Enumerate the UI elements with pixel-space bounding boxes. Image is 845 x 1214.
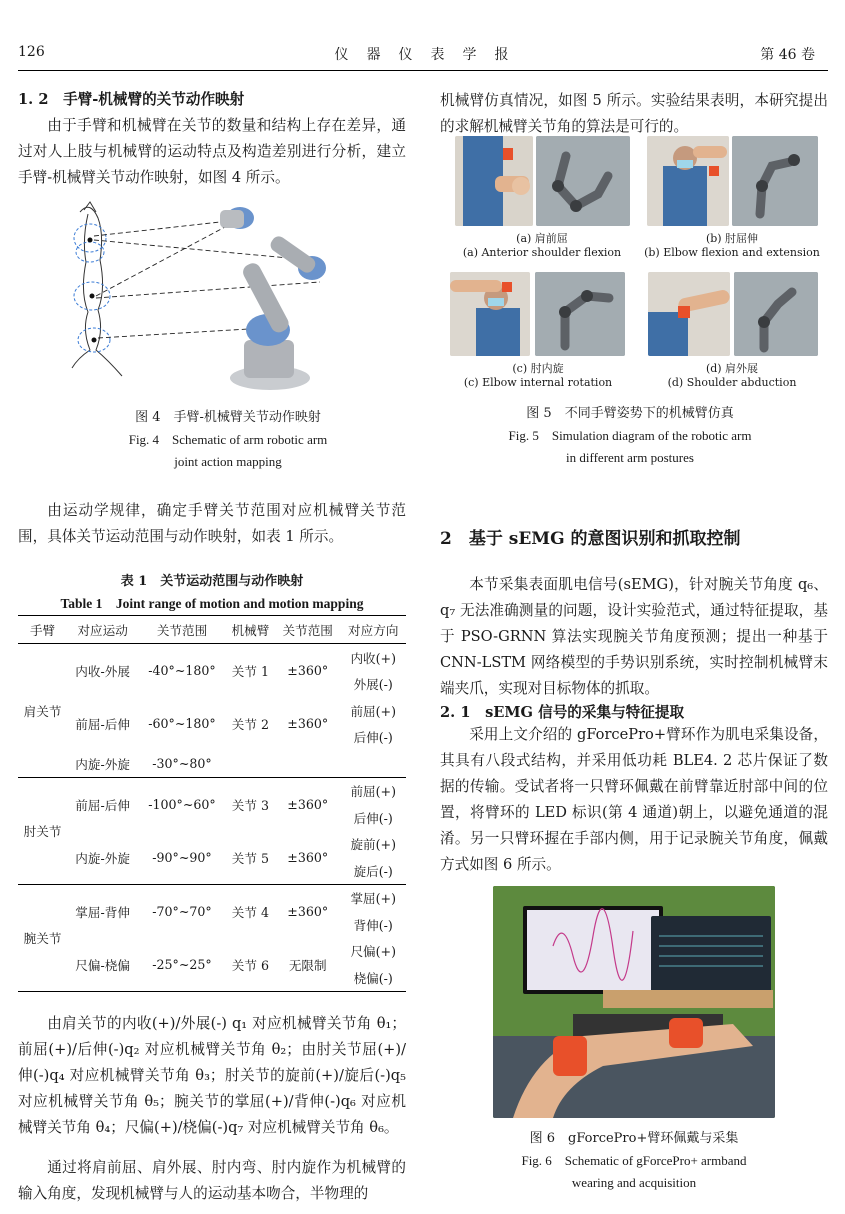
wrist-joint-dot — [88, 238, 93, 243]
table-row — [18, 777, 406, 804]
left-para-4-text: 通过将肩前屈、肩外展、肘内弯、肘内旋作为机械臂的输入角度，发现机械臂与人的运动基本吻合，半物理的 — [18, 1159, 406, 1202]
table-cell-motion: 内收-外展 — [75, 664, 130, 679]
left-paragraph-4 — [18, 1155, 406, 1207]
table-cell-motion: 内旋-外旋 — [75, 756, 130, 772]
table-1-title-cn: 表 1 关节运动范围与动作映射 — [120, 574, 304, 589]
table-1 — [18, 615, 406, 992]
fig5-c-sub-en: (c) Elbow internal rotation — [463, 376, 613, 389]
fig5-c-subcaption — [448, 362, 628, 390]
journal-title: 仪 器 仪 表 学 报 — [334, 47, 511, 63]
joint-markers — [74, 224, 110, 352]
table-cell-motion: 尺偏-桡偏 — [75, 957, 130, 973]
table-cell-direction: 背伸(-) — [353, 917, 393, 933]
table-cell-robot — [226, 750, 275, 777]
table-cell-direction: 内收(+) — [350, 650, 397, 666]
table-header-cell: 手臂 — [29, 623, 56, 638]
joint-group-cell: 肩关节 — [23, 703, 62, 719]
left-paragraph-2 — [18, 498, 406, 550]
table-header-cell: 对应方向 — [348, 623, 399, 638]
figure-5-caption — [430, 403, 830, 469]
left-para-2-text: 由运动学规律，确定手臂关节范围对应机械臂关节范围，具体关节运动范围与动作映射，如表 1 所示。 — [18, 502, 406, 545]
table-row — [18, 831, 406, 858]
table-cell-robot-range: ±360° — [287, 796, 329, 812]
robot-sim-icon — [734, 272, 818, 356]
table-cell-direction — [340, 750, 406, 777]
fig5-d-sim-screen — [734, 272, 818, 356]
fig5-a-sub-cn: (a) 肩前屈 — [516, 232, 568, 245]
figure-4-caption — [18, 407, 438, 473]
table-cell-motion: 掌屈-背伸 — [75, 904, 130, 920]
table-1-title-en: Table 1 Joint range of motion and motion mapping — [60, 596, 364, 611]
table-cell-direction: 后伸(-) — [353, 730, 393, 746]
fig5-caption-en-1: Fig. 5 Simulation diagram of the robotic arm — [508, 428, 752, 443]
fig5-a-sub-en: (a) Anterior shoulder flexion — [462, 246, 622, 259]
robot-sim-icon — [535, 272, 625, 356]
table-cell-direction: 尺偏(+) — [350, 944, 397, 960]
robot-sim-icon — [536, 136, 630, 226]
table-cell-robot: 关节 1 — [231, 664, 270, 679]
table-cell-range: -60°~180° — [148, 716, 216, 731]
table-cell-motion: 前屈-后伸 — [75, 797, 130, 813]
table-cell-motion: 内旋-外旋 — [75, 850, 130, 866]
fig5-b-subcaption — [640, 232, 824, 260]
fig5-d-sub-en: (d) Shoulder abduction — [667, 376, 797, 389]
fig6-photo — [493, 886, 775, 1118]
fig5-caption-cn: 图 5 不同手臂姿势下的机械臂仿真 — [526, 406, 734, 421]
fig6-caption-en-2: wearing and acquisition — [571, 1175, 697, 1190]
table-cell-direction: 前屈(+) — [350, 784, 397, 800]
fig4-caption-en-1: Fig. 4 Schematic of arm robotic arm — [128, 432, 328, 447]
right-paragraph-s21 — [440, 722, 828, 878]
fig5-b-human-photo — [647, 136, 729, 226]
table-cell-direction: 前屈(+) — [350, 703, 397, 719]
fig5-c-human-photo — [450, 272, 530, 356]
joint-group-cell: 腕关节 — [23, 931, 62, 946]
table-header-cell: 关节范围 — [156, 623, 208, 638]
person-icon — [648, 272, 730, 356]
left-paragraph-1 — [18, 113, 406, 191]
table-cell-range: -25°~25° — [152, 956, 212, 972]
fig5-c-sim-screen — [535, 272, 625, 356]
person-icon — [455, 136, 533, 226]
fig5-a-sim-screen — [536, 136, 630, 226]
shoulder-joint-dot — [92, 338, 97, 343]
table-cell-robot: 关节 6 — [231, 957, 270, 973]
figure-6-caption — [434, 1128, 834, 1194]
left-paragraph-3 — [18, 1011, 406, 1141]
left-para-3-text: 由肩关节的内收(+)/外展(-) q₁ 对应机械臂关节角 θ₁；前屈(+)/后伸(-)q₂ 对应机械臂关节角 θ₂；由肘关节屈(+)/伸(-)q₄ 对应机械臂关节角 θ₃；肘关节的旋前(+)/旋后(-)q₅ 对应机械臂关节角 θ₅；腕关节的掌屈(+)/背伸(-)q₆ 对应机械臂关节角 θ₄；尺偏(+)/桡偏(-)q₇ 对应机械臂关节角 θ₆。 — [18, 1015, 406, 1136]
table-cell-robot: 关节 5 — [231, 850, 270, 866]
joint-range-table — [18, 615, 406, 992]
table-cell-robot: 关节 4 — [231, 904, 270, 920]
table-row — [18, 644, 406, 671]
table-cell-direction: 旋后(-) — [353, 863, 393, 879]
person-icon — [450, 272, 530, 356]
fig5-b-sub-cn: (b) 肘屈伸 — [705, 232, 759, 245]
fig5-b-sim-screen — [732, 136, 818, 226]
table-cell-direction: 掌屈(+) — [350, 891, 397, 907]
table-header-cell: 机械臂 — [231, 623, 270, 638]
fig5-d-subcaption — [642, 362, 822, 390]
fig5-a-human-photo — [455, 136, 533, 226]
table-cell-direction: 外展(-) — [353, 677, 393, 693]
robot-arm — [220, 207, 326, 390]
fig5-d-human-photo — [648, 272, 730, 356]
table-row — [18, 938, 406, 965]
robot-sim-icon — [732, 136, 818, 226]
right-para-top-text: 机械臂仿真情况，如图 5 所示。实验结果表明，本研究提出的求解机械臂关节角的算法是可行的。 — [440, 92, 828, 135]
table-cell-motion: 前屈-后伸 — [75, 717, 130, 732]
table-header-cell: 对应运动 — [77, 623, 128, 638]
joint-group-cell: 肘关节 — [23, 824, 62, 839]
table-cell-robot-range: 无限制 — [288, 957, 327, 973]
table-cell-robot-range: ±360° — [287, 849, 329, 865]
table-header-cell: 关节范围 — [282, 623, 333, 638]
table-cell-robot: 关节 3 — [231, 797, 270, 813]
table-cell-range: -100°~60° — [148, 796, 216, 812]
right-para-s2-text: 本节采集表面肌电信号(sEMG)，针对腕关节角度 q₆、q₇ 无法准确测量的问题，设计实验范式，通过特征提取，基于 PSO-GRNN 算法实现腕关节角度预测；提出一种基于 CNN-LSTM 网络模型的手势识别系统，实时控制机械臂末端夹爪，实现对目标物体的抓取。 — [440, 576, 828, 697]
table-cell-range: -90°~90° — [152, 849, 212, 865]
fig6-caption-cn: 图 6 gForcePro+臂环佩戴与采集 — [529, 1131, 739, 1146]
left-para-1-text: 由于手臂和机械臂在关节的数量和结构上存在差异，通过对人上肢与机械臂的运动特点及构造差别进行分析，建立手臂-机械臂关节动作映射，如图 4 所示。 — [18, 117, 406, 186]
fig5-a-subcaption — [452, 232, 632, 260]
table-cell-robot-range: ±360° — [287, 716, 329, 731]
fig4-caption-cn: 图 4 手臂-机械臂关节动作映射 — [135, 410, 321, 425]
right-para-s21-text: 采用上文介绍的 gForcePro+臂环作为肌电采集设备，其具有八段式结构，并采用低功耗 BLE4. 2 芯片保证了数据的传输。受试者将一只臂环佩戴在前臂靠近肘部中间的位置，将臂环的 LED 标识(第 4 通道)朝上，以避免通道的混淆。另一只臂环握在手部内侧，用于记录腕关节角度，佩戴方式如图 6 所示。 — [440, 726, 828, 873]
section-1-2-title: 1. 2 手臂-机械臂的关节动作映射 — [18, 91, 245, 108]
arm-robot-mapping-diagram — [60, 200, 380, 400]
table-row — [18, 884, 406, 911]
table-cell-robot-range — [275, 750, 340, 777]
armband-acquisition-scene-icon — [493, 886, 775, 1118]
fig5-b-sub-en: (b) Elbow flexion and extension — [644, 246, 820, 259]
section-2-title: 2 基于 sEMG 的意图识别和抓取控制 — [440, 529, 741, 549]
header-rule — [18, 70, 828, 71]
section-2-1-title: 2. 1 sEMG 信号的采集与特征提取 — [440, 704, 685, 721]
table-row — [18, 697, 406, 724]
fig6-caption-en-1: Fig. 6 Schematic of gForcePro+ armband — [521, 1153, 747, 1168]
table-cell-range: -70°~70° — [152, 903, 212, 919]
fig5-d-sub-cn: (d) 肩外展 — [705, 362, 759, 375]
table-row — [18, 750, 406, 777]
table-cell-direction: 旋前(+) — [350, 837, 397, 853]
table-cell-robot: 关节 2 — [231, 717, 270, 732]
table-cell-robot-range: ±360° — [287, 903, 329, 919]
volume-label: 第 46 卷 — [760, 47, 815, 63]
figure-4-illustration — [60, 200, 380, 400]
elbow-joint-dot — [90, 294, 95, 299]
page-number: 126 — [18, 44, 45, 60]
table-cell-range: -30°~80° — [152, 755, 212, 771]
table-cell-direction: 后伸(-) — [353, 810, 393, 826]
right-paragraph-top — [440, 88, 828, 140]
fig4-caption-en-2: joint action mapping — [174, 454, 282, 469]
table-cell-range: -40°~180° — [148, 663, 216, 678]
person-icon — [647, 136, 729, 226]
table-cell-direction: 桡偏(-) — [353, 970, 393, 986]
human-arm-sketch — [72, 202, 122, 376]
right-paragraph-s2 — [440, 572, 828, 702]
fig5-c-sub-cn: (c) 肘内旋 — [512, 362, 564, 375]
table-cell-robot-range: ±360° — [287, 663, 329, 678]
fig5-caption-en-2: in different arm postures — [566, 450, 694, 465]
